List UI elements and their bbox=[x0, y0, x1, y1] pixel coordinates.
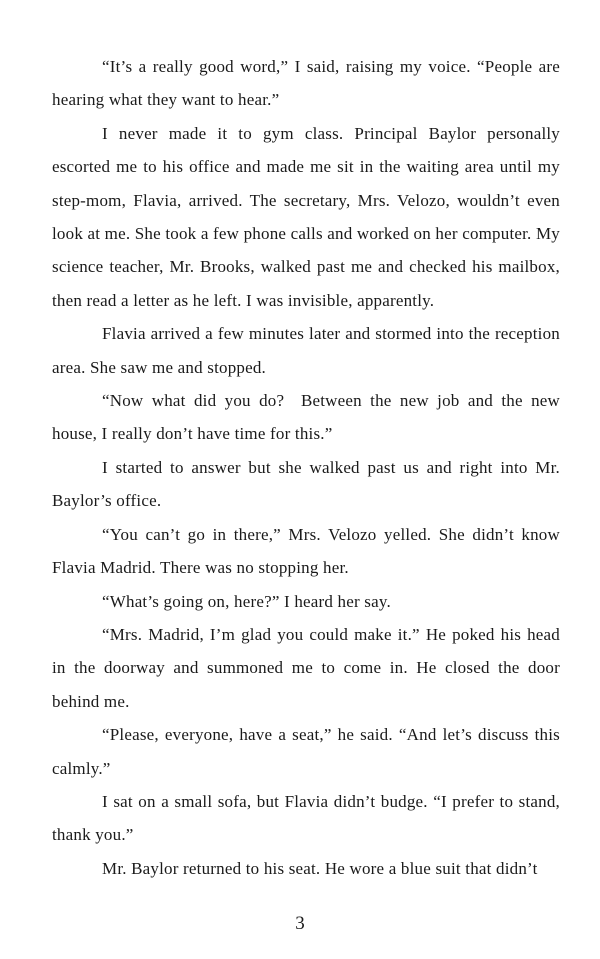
paragraph: “Now what did you do? Between the new job and the new house, I really don’t have time for this.” bbox=[52, 391, 560, 444]
page-text bbox=[52, 50, 560, 885]
paragraph: “What’s going on, here?” I heard her say. bbox=[102, 591, 391, 611]
paragraph: I sat on a small sofa, but Flavia didn’t budge. “I prefer to stand, thank you.” bbox=[52, 791, 560, 845]
paragraph: I never made it to gym class. Principal Baylor personally escorted me to his office and made me sit in the waiting area until my step-mom, Flavia, arrived. The secretary, Mrs. Velozo, wouldn’t even look at me. She took a few phone calls and worked on her computer. My science teacher, Mr. Brooks, walked past me and checked his mailbox, then read a letter as he left. I was invisible, apparently. bbox=[52, 123, 560, 310]
paragraph: I started to answer but she walked past us and right into Mr. Baylor’s office. bbox=[52, 457, 560, 511]
paragraph: “Please, everyone, have a seat,” he said. “And let’s discuss this calmly.” bbox=[52, 725, 560, 778]
paragraph: “It’s a really good word,” I said, raising my voice. “People are hearing what they want to hear.” bbox=[52, 57, 560, 110]
paragraph: Mr. Baylor returned to his seat. He wore a blue suit that didn’t bbox=[102, 858, 538, 878]
paragraph: Flavia arrived a few minutes later and stormed into the reception area. She saw me and stopped. bbox=[52, 324, 560, 377]
paragraph: “You can’t go in there,” Mrs. Velozo yelled. She didn’t know Flavia Madrid. There was no stopping her. bbox=[52, 524, 560, 578]
page-number: 3 bbox=[295, 913, 305, 934]
paragraph: “Mrs. Madrid, I’m glad you could make it.” He poked his head in the doorway and summoned me to come in. He closed the door behind me. bbox=[52, 624, 560, 711]
